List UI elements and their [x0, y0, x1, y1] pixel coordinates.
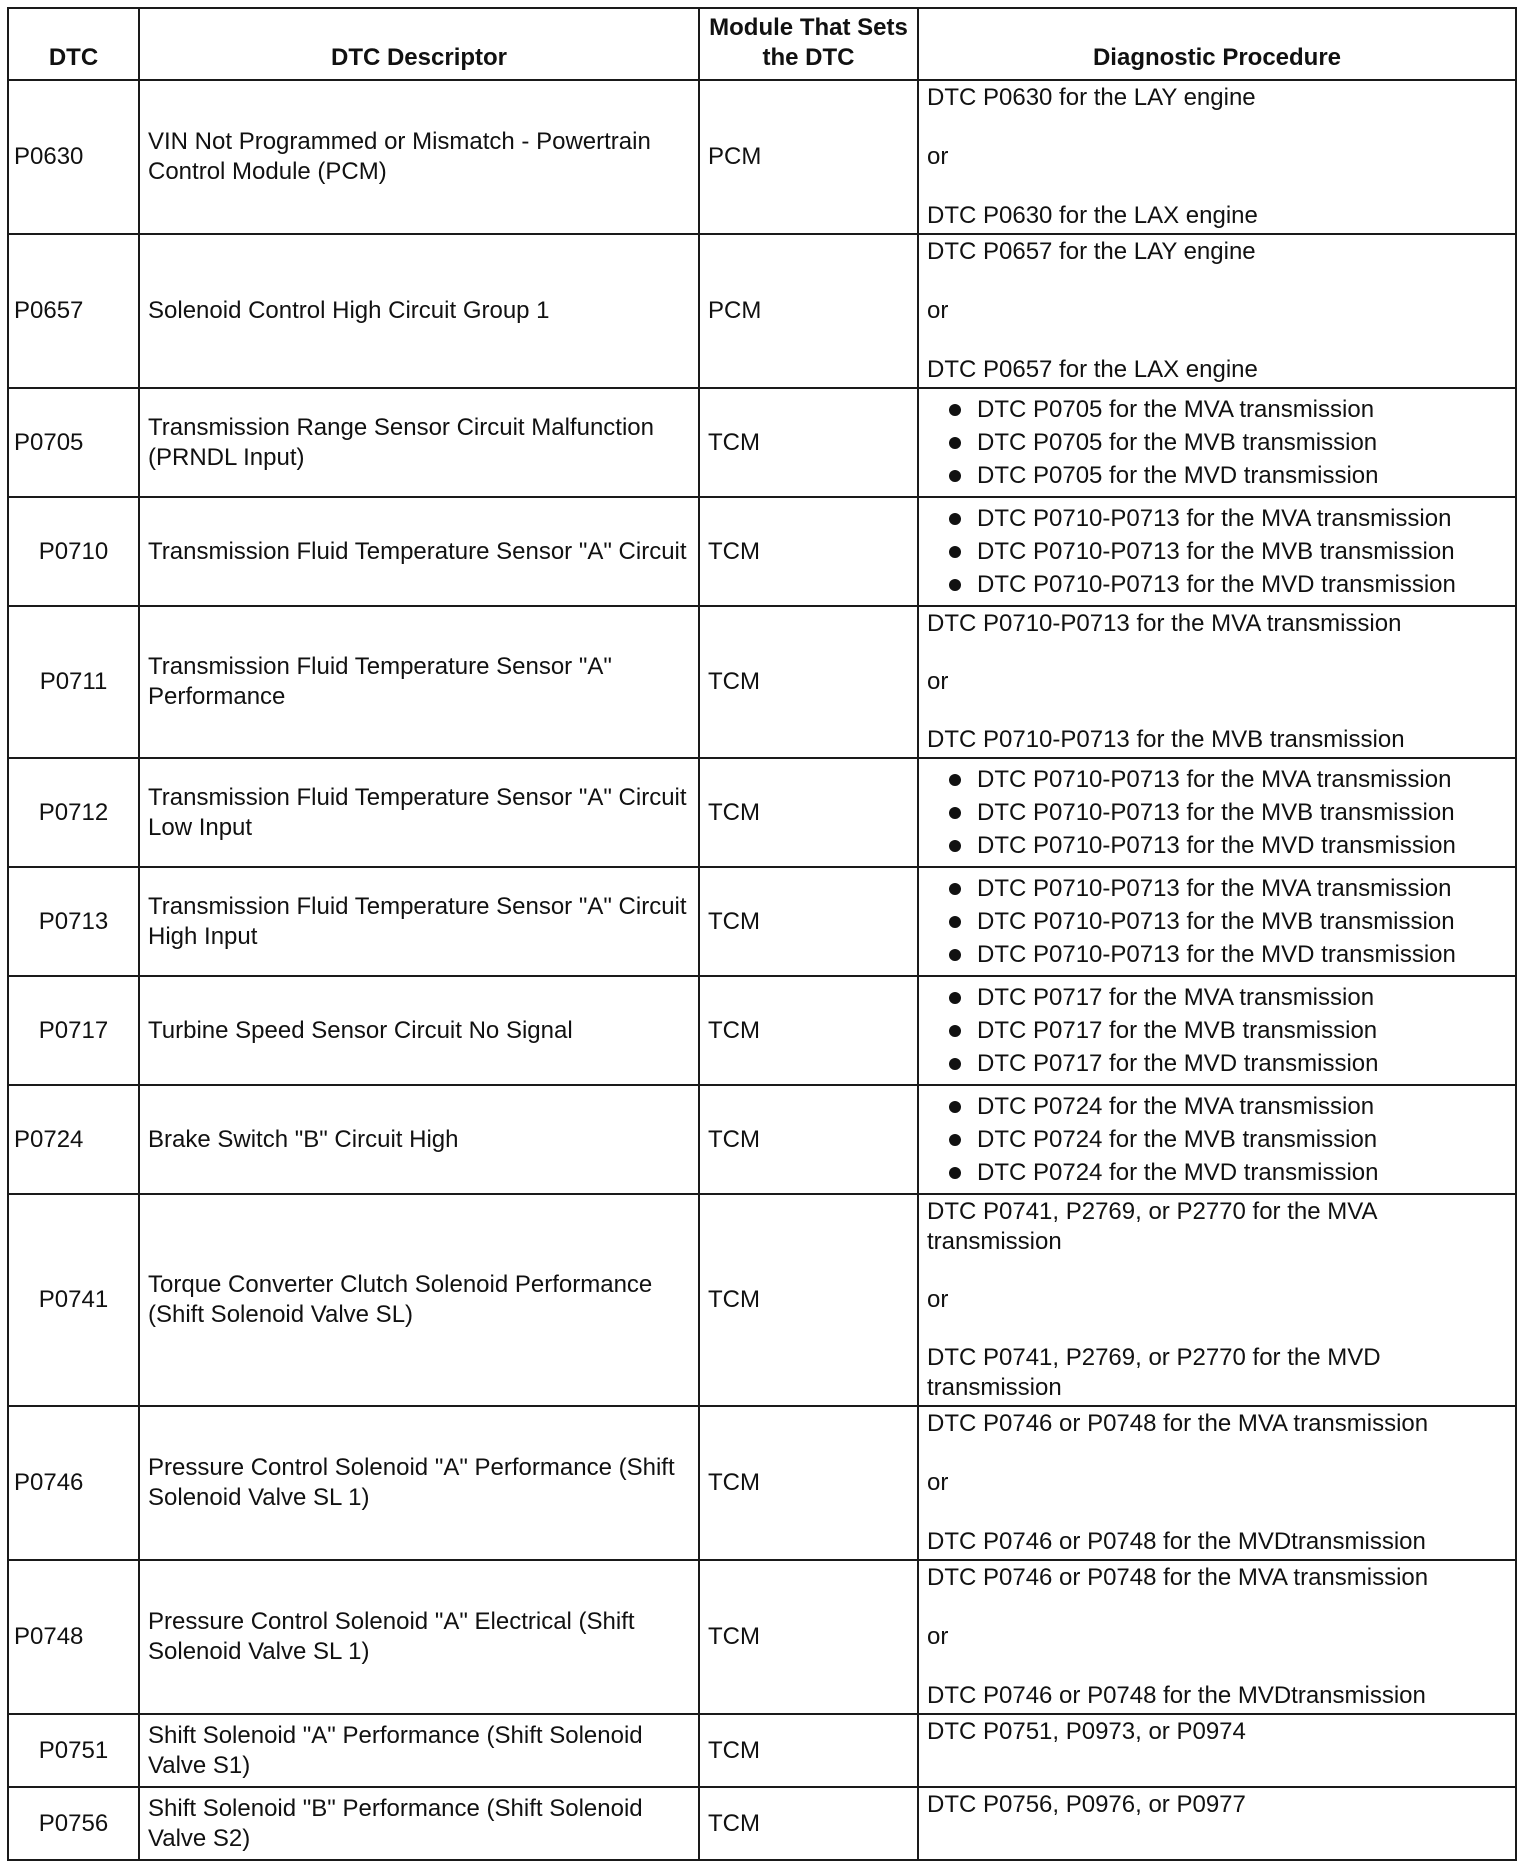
procedure-link[interactable]: DTC P0710-P0713 for the MVA transmission: [927, 872, 1507, 905]
dtc-descriptor: Turbine Speed Sensor Circuit No Signal: [139, 976, 699, 1085]
procedure-or: or: [927, 668, 949, 695]
module-cell: TCM: [699, 1194, 918, 1406]
procedure-link[interactable]: DTC P0746 or P0748 for the MVA transmission: [927, 1564, 1429, 1591]
procedure-or: or: [927, 1469, 949, 1496]
procedure-link[interactable]: DTC P0710-P0713 for the MVA transmission: [927, 502, 1507, 535]
diagnostic-procedure: [918, 976, 1516, 1085]
procedure-spacer: [927, 1655, 1507, 1679]
procedure-spacer: [927, 1501, 1507, 1525]
procedure-link[interactable]: DTC P0741, P2769, or P2770 for the MVA transmission: [927, 1198, 1377, 1255]
procedure-link[interactable]: DTC P0630 for the LAY engine: [927, 84, 1256, 111]
table-row: [8, 388, 1516, 497]
dtc-descriptor: Transmission Fluid Temperature Sensor "A" Circuit: [139, 497, 699, 606]
procedure-link[interactable]: DTC P0710-P0713 for the MVD transmission: [927, 829, 1507, 862]
table-row: [8, 234, 1516, 388]
dtc-descriptor: Transmission Range Sensor Circuit Malfunction (PRNDL Input): [139, 388, 699, 497]
table-row: [8, 80, 1516, 234]
procedure-link[interactable]: DTC P0724 for the MVB transmission: [927, 1123, 1507, 1156]
diagnostic-procedure: [918, 867, 1516, 976]
table-row: [8, 606, 1516, 758]
procedure-link[interactable]: DTC P0710-P0713 for the MVB transmission: [927, 905, 1507, 938]
procedure-list: [927, 393, 1507, 492]
module-cell: TCM: [699, 1714, 918, 1787]
dtc-descriptor: Brake Switch "B" Circuit High: [139, 1085, 699, 1194]
procedure-link[interactable]: DTC P0657 for the LAY engine: [927, 238, 1256, 265]
dtc-code: P0751: [8, 1714, 139, 1787]
procedure-spacer: [927, 270, 1507, 294]
dtc-table: [7, 7, 1517, 1861]
dtc-code: P0713: [8, 867, 139, 976]
dtc-descriptor: Shift Solenoid "A" Performance (Shift Solenoid Valve S1): [139, 1714, 699, 1787]
table-row: [8, 1406, 1516, 1560]
header-module: Module That Sets the DTC: [699, 8, 918, 80]
dtc-code: P0705: [8, 388, 139, 497]
dtc-code: P0724: [8, 1085, 139, 1194]
dtc-code: P0741: [8, 1194, 139, 1406]
dtc-descriptor: Transmission Fluid Temperature Sensor "A" Circuit High Input: [139, 867, 699, 976]
procedure-spacer: [927, 1442, 1507, 1466]
dtc-code: P0748: [8, 1560, 139, 1714]
dtc-descriptor: Pressure Control Solenoid "A" Performance (Shift Solenoid Valve SL 1): [139, 1406, 699, 1560]
dtc-descriptor: VIN Not Programmed or Mismatch - Powertrain Control Module (PCM): [139, 80, 699, 234]
dtc-code: P0717: [8, 976, 139, 1085]
module-cell: TCM: [699, 388, 918, 497]
header-descriptor: DTC Descriptor: [139, 8, 699, 80]
diagnostic-procedure: [918, 234, 1516, 388]
module-cell: TCM: [699, 1787, 918, 1860]
table-row: [8, 1560, 1516, 1714]
procedure-link[interactable]: DTC P0746 or P0748 for the MVDtransmission: [927, 1528, 1426, 1555]
table-row: [8, 976, 1516, 1085]
dtc-code: P0630: [8, 80, 139, 234]
procedure-spacer: [927, 641, 1507, 665]
table-row: [8, 1787, 1516, 1860]
procedure-link[interactable]: DTC P0724 for the MVD transmission: [927, 1156, 1507, 1189]
module-cell: TCM: [699, 867, 918, 976]
table-row: [8, 867, 1516, 976]
procedure-link[interactable]: DTC P0746 or P0748 for the MVA transmission: [927, 1410, 1429, 1437]
dtc-code: P0746: [8, 1406, 139, 1560]
procedure-list: [927, 763, 1507, 862]
procedure-link[interactable]: DTC P0717 for the MVB transmission: [927, 1014, 1507, 1047]
procedure-spacer: [927, 116, 1507, 140]
module-cell: PCM: [699, 80, 918, 234]
procedure-block: [927, 1717, 1507, 1784]
dtc-descriptor: Shift Solenoid "B" Performance (Shift Solenoid Valve S2): [139, 1787, 699, 1860]
procedure-link[interactable]: DTC P0705 for the MVA transmission: [927, 393, 1507, 426]
diagnostic-procedure: [918, 1406, 1516, 1560]
procedure-link[interactable]: DTC P0710-P0713 for the MVA transmission: [927, 763, 1507, 796]
procedure-link[interactable]: DTC P0717 for the MVD transmission: [927, 1047, 1507, 1080]
procedure-or: or: [927, 143, 949, 170]
procedure-spacer: [927, 1596, 1507, 1620]
procedure-list: [927, 1090, 1507, 1189]
table-row: [8, 497, 1516, 606]
module-cell: TCM: [699, 606, 918, 758]
procedure-spacer: [927, 1259, 1507, 1283]
procedure-list: [927, 981, 1507, 1080]
procedure-spacer: [927, 1317, 1507, 1341]
diagnostic-procedure: [918, 497, 1516, 606]
procedure-link[interactable]: DTC P0710-P0713 for the MVB transmission: [927, 535, 1507, 568]
procedure-link[interactable]: DTC P0741, P2769, or P2770 for the MVD transmission: [927, 1344, 1381, 1401]
procedure-list: [927, 872, 1507, 971]
diagnostic-procedure: [918, 1194, 1516, 1406]
header-procedure: Diagnostic Procedure: [918, 8, 1516, 80]
header-row: [8, 8, 1516, 80]
table-row: [8, 758, 1516, 867]
procedure-link[interactable]: DTC P0705 for the MVB transmission: [927, 426, 1507, 459]
procedure-link[interactable]: DTC P0630 for the LAX engine: [927, 202, 1258, 229]
procedure-block: [927, 1409, 1507, 1557]
procedure-block: [927, 237, 1507, 385]
procedure-link[interactable]: DTC P0710-P0713 for the MVD transmission: [927, 938, 1507, 971]
procedure-block: [927, 609, 1507, 755]
dtc-code: P0756: [8, 1787, 139, 1860]
header-dtc: DTC: [8, 8, 139, 80]
module-cell: TCM: [699, 758, 918, 867]
module-cell: TCM: [699, 1406, 918, 1560]
procedure-block: [927, 1197, 1507, 1403]
dtc-descriptor: Torque Converter Clutch Solenoid Performance (Shift Solenoid Valve SL): [139, 1194, 699, 1406]
procedure-link[interactable]: DTC P0657 for the LAX engine: [927, 356, 1258, 383]
module-cell: TCM: [699, 1085, 918, 1194]
procedure-link[interactable]: DTC P0710-P0713 for the MVB transmission: [927, 796, 1507, 829]
procedure-link[interactable]: DTC P0710-P0713 for the MVD transmission: [927, 568, 1507, 601]
procedure-link[interactable]: DTC P0724 for the MVA transmission: [927, 1090, 1507, 1123]
procedure-or: or: [927, 1623, 949, 1650]
procedure-or: or: [927, 297, 949, 324]
procedure-block: [927, 83, 1507, 231]
procedure-block: [927, 1790, 1507, 1857]
procedure-block: [927, 1563, 1507, 1711]
procedure-link[interactable]: DTC P0756, P0976, or P0977: [927, 1791, 1246, 1818]
procedure-link[interactable]: DTC P0705 for the MVD transmission: [927, 459, 1507, 492]
table-row: [8, 1194, 1516, 1406]
procedure-link[interactable]: DTC P0751, P0973, or P0974: [927, 1718, 1246, 1745]
module-cell: TCM: [699, 1560, 918, 1714]
procedure-spacer: [927, 699, 1507, 723]
dtc-descriptor: Transmission Fluid Temperature Sensor "A" Performance: [139, 606, 699, 758]
table-row: [8, 1085, 1516, 1194]
procedure-spacer: [927, 175, 1507, 199]
procedure-or: or: [927, 1286, 949, 1313]
dtc-descriptor: Pressure Control Solenoid "A" Electrical (Shift Solenoid Valve SL 1): [139, 1560, 699, 1714]
dtc-code: P0710: [8, 497, 139, 606]
diagnostic-procedure: [918, 1560, 1516, 1714]
dtc-code: P0712: [8, 758, 139, 867]
dtc-descriptor: Solenoid Control High Circuit Group 1: [139, 234, 699, 388]
diagnostic-procedure: [918, 80, 1516, 234]
diagnostic-procedure: [918, 606, 1516, 758]
dtc-code: P0711: [8, 606, 139, 758]
procedure-link[interactable]: DTC P0710-P0713 for the MVB transmission: [927, 726, 1405, 753]
module-cell: TCM: [699, 976, 918, 1085]
procedure-link[interactable]: DTC P0710-P0713 for the MVA transmission: [927, 610, 1402, 637]
module-cell: PCM: [699, 234, 918, 388]
diagnostic-procedure: [918, 758, 1516, 867]
procedure-spacer: [927, 329, 1507, 353]
module-cell: TCM: [699, 497, 918, 606]
diagnostic-procedure: [918, 1085, 1516, 1194]
procedure-link[interactable]: DTC P0717 for the MVA transmission: [927, 981, 1507, 1014]
diagnostic-procedure: [918, 1714, 1516, 1787]
table-body: [8, 80, 1516, 1860]
procedure-link[interactable]: DTC P0746 or P0748 for the MVDtransmission: [927, 1682, 1426, 1709]
diagnostic-procedure: [918, 388, 1516, 497]
dtc-descriptor: Transmission Fluid Temperature Sensor "A" Circuit Low Input: [139, 758, 699, 867]
diagnostic-procedure: [918, 1787, 1516, 1860]
table-row: [8, 1714, 1516, 1787]
procedure-list: [927, 502, 1507, 601]
dtc-code: P0657: [8, 234, 139, 388]
